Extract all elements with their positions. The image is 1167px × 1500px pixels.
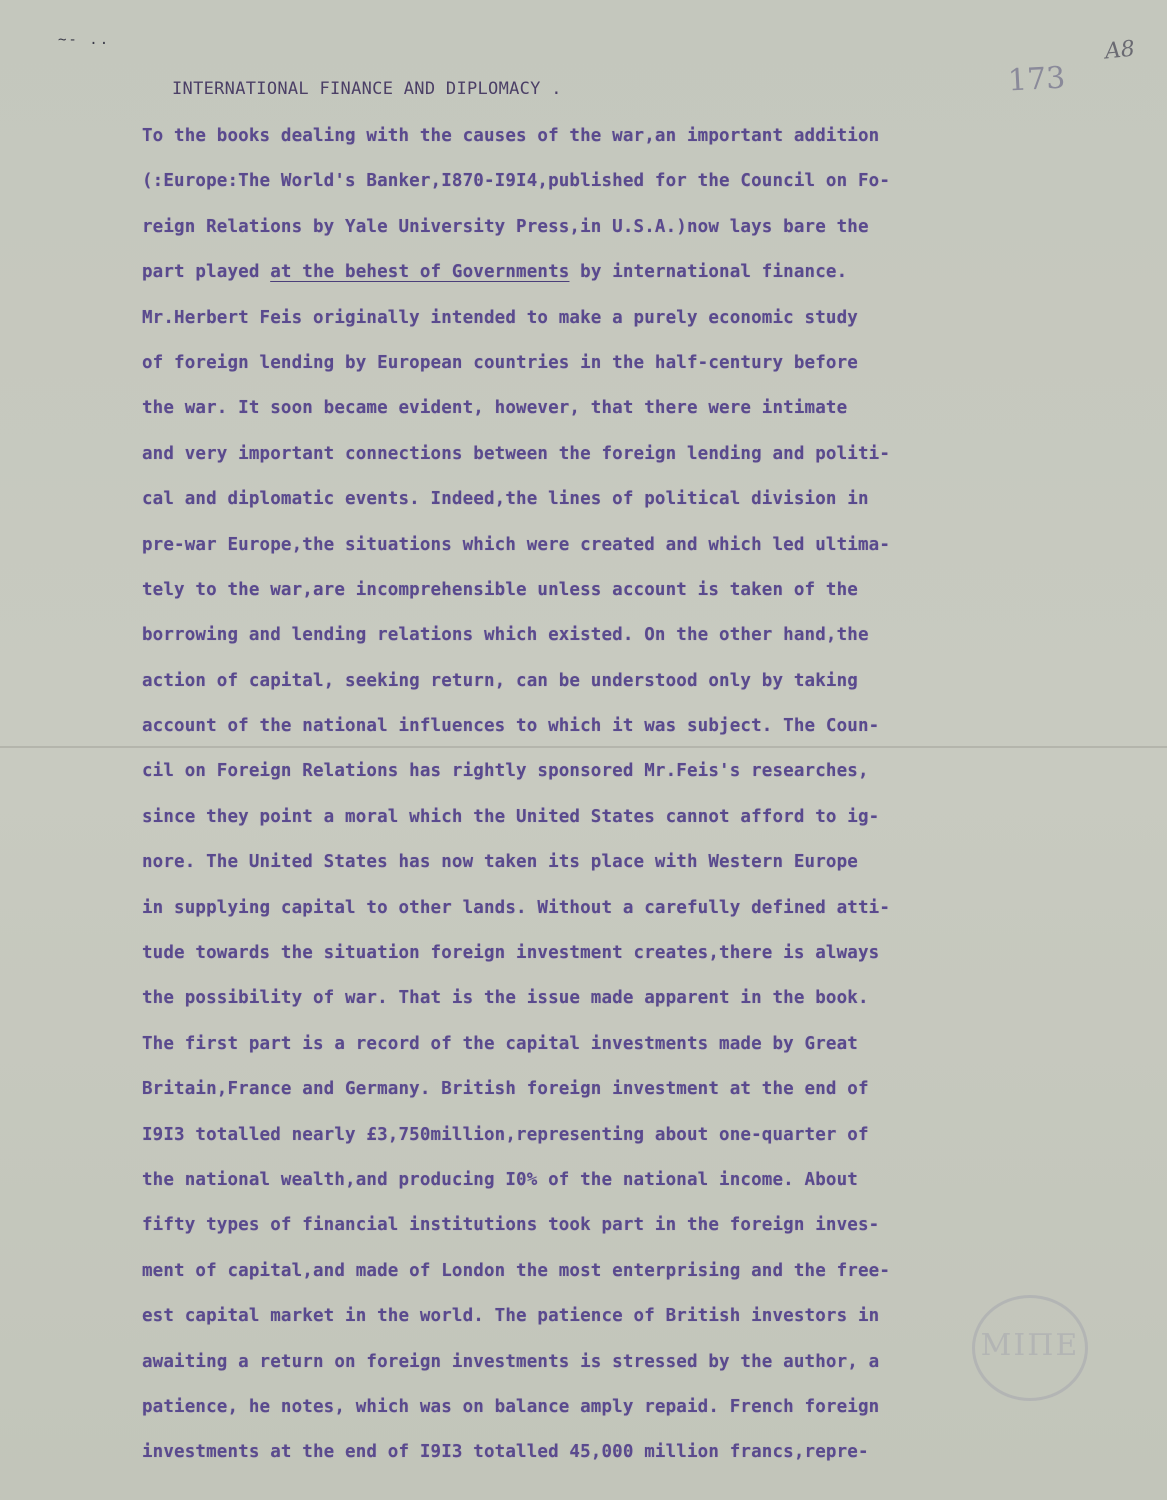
text-line: patience, he notes, which was on balance amply repaid. French foreign [142,1396,880,1417]
text-line: the national wealth,and producing I0% of the national income. About [142,1169,858,1190]
text-line: reign Relations by Yale University Press,in U.S.A.)now lays bare the [142,216,869,237]
page-number: 173 [1007,60,1067,99]
text-line: since they point a moral which the United States cannot afford to ig- [142,806,880,827]
archive-stamp [972,1295,1088,1401]
text-line: cil on Foreign Relations has rightly sponsored Mr.Feis's researches, [142,761,869,782]
document-body [142,122,1082,1484]
document-title: INTERNATIONAL FINANCE AND DIPLOMACY . [172,79,562,99]
text-line-underlined: part played at the behest of Governments by international finance. [142,262,848,283]
underlined-phrase: at the behest of Governments [270,262,570,283]
text-line: Mr.Herbert Feis originally intended to make a purely economic study [142,307,858,328]
text-line: in supplying capital to other lands. Without a carefully defined atti- [142,897,891,918]
text-line: est capital market in the world. The patience of British investors in [142,1306,880,1327]
text-line: To the books dealing with the causes of the war,an important addition [142,126,880,146]
text-line: Britain,France and Germany. British foreign investment at the end of [142,1079,869,1100]
text-line: account of the national influences to which it was subject. The Coun- [142,716,880,737]
text-line: pre-war Europe,the situations which were created and which led ultima- [142,534,891,555]
text-line: (:Europe:The World's Banker,I870-I9I4,published for the Council on Fo- [142,171,891,192]
text-line: the possibility of war. That is the issue made apparent in the book. [142,988,869,1009]
archive-stamp-text: ΜΙΠΕ [980,1328,1080,1363]
text-line: borrowing and lending relations which existed. On the other hand,the [142,625,869,646]
reference-number: A8 [1103,36,1137,65]
text-line: fifty types of financial institutions took part in the foreign inves- [142,1215,880,1236]
text-line: ment of capital,and made of London the most enterprising and the free- [142,1260,891,1281]
text-line: investments at the end of I9I3 totalled 45,000 million francs,repre- [142,1442,869,1463]
text-line: I9I3 totalled nearly £3,750million,representing about one-quarter of [142,1124,869,1145]
corner-mark: ~- .. [58,32,111,48]
text-line: cal and diplomatic events. Indeed,the lines of political division in [142,489,869,510]
text-line: and very important connections between the foreign lending and politi- [142,443,891,464]
text-line: tude towards the situation foreign investment creates,there is always [142,943,880,964]
text-line: of foreign lending by European countries in the half-century before [142,352,858,373]
text-line: awaiting a return on foreign investments is stressed by the author, a [142,1351,880,1372]
text-line: action of capital, seeking return, can be understood only by taking [142,670,858,691]
text-line: The first part is a record of the capital investments made by Great [142,1033,858,1054]
text-line: tely to the war,are incomprehensible unless account is taken of the [142,579,858,600]
text-line: nore. The United States has now taken its place with Western Europe [142,852,858,873]
text-line: the war. It soon became evident, however, that there were intimate [142,398,848,419]
